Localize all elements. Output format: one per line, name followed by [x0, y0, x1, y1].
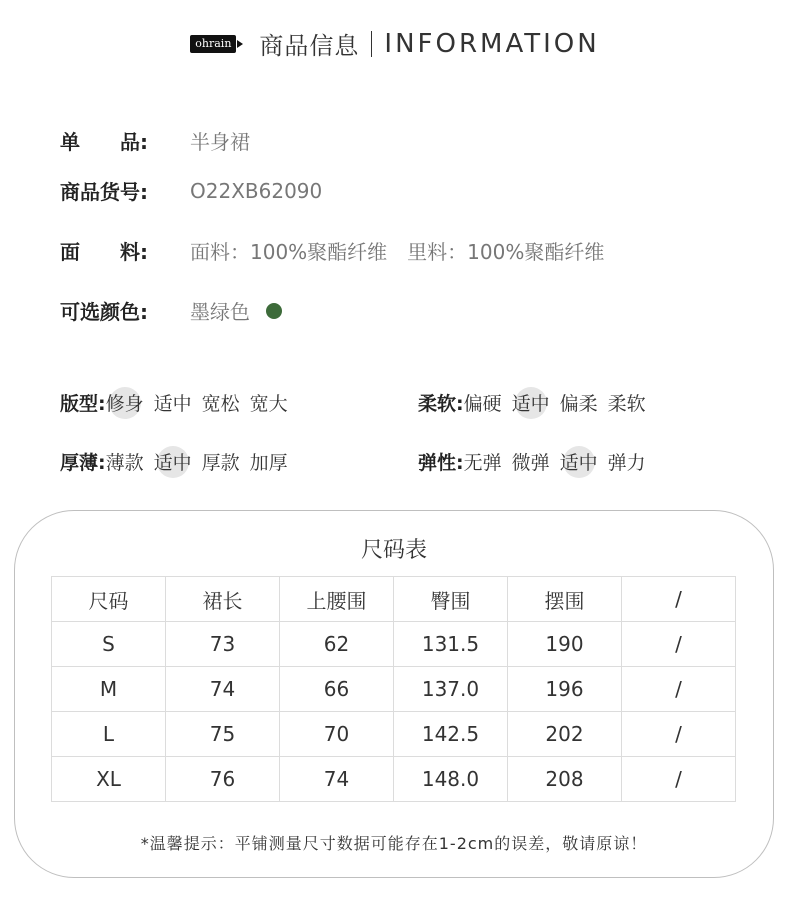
- attr-softness-option: 适中: [512, 389, 550, 416]
- page-header: [0, 26, 790, 61]
- info-color-value: 墨绿色: [190, 300, 250, 324]
- attr-elasticity-options: [464, 448, 656, 475]
- size-chart-title: 尺码表: [360, 538, 427, 563]
- info-sku-row: [60, 176, 322, 205]
- size-table-row: [52, 757, 736, 802]
- attr-thickness-option: 厚款: [201, 452, 240, 474]
- attr-elasticity-option: 弹力: [607, 452, 646, 474]
- attr-elasticity-option: 微弹: [511, 452, 550, 474]
- attr-elasticity-option: 无弹: [463, 452, 502, 474]
- size-table-cell: M: [52, 667, 166, 712]
- logo-arrow-icon: [237, 40, 243, 48]
- size-table-cell: 73: [166, 622, 280, 667]
- size-table-row: [52, 622, 736, 667]
- size-table-cell: 76: [166, 757, 280, 802]
- attr-softness: [418, 389, 656, 416]
- attr-softness-label: 柔软:: [418, 393, 464, 415]
- size-table-header-cell: 摆围: [508, 577, 622, 622]
- attr-softness-option: 偏柔: [559, 393, 598, 415]
- info-sku-value: O22XB62090: [190, 178, 323, 203]
- size-table-cell: 202: [508, 712, 622, 757]
- size-table-header-cell: 臀围: [394, 577, 508, 622]
- attr-fit-options: [106, 389, 298, 416]
- info-item-row: [60, 126, 250, 155]
- size-table-cell: 62: [280, 622, 394, 667]
- size-table-cell: 70: [280, 712, 394, 757]
- info-color-row: [60, 296, 282, 325]
- attr-softness-options: [464, 389, 656, 416]
- size-table-cell: 131.5: [394, 622, 508, 667]
- attr-thickness: [60, 448, 298, 475]
- info-item-value: 半身裙: [190, 130, 250, 154]
- size-table-cell: /: [622, 712, 736, 757]
- size-table-cell: 74: [280, 757, 394, 802]
- attr-thickness-option: 适中: [154, 448, 192, 475]
- size-table-cell: S: [52, 622, 166, 667]
- size-table-row: [52, 712, 736, 757]
- info-color-label: 可选颜色:: [60, 300, 148, 324]
- size-table-cell: 66: [280, 667, 394, 712]
- info-material-row: [60, 236, 604, 265]
- size-table-cell: 190: [508, 622, 622, 667]
- logo-text: ohrain: [190, 35, 236, 53]
- size-table-header-cell: 裙长: [166, 577, 280, 622]
- attr-elasticity-option: 适中: [560, 448, 598, 475]
- size-table-cell: /: [622, 757, 736, 802]
- header-title-cn: 商品信息: [259, 32, 360, 60]
- attr-thickness-label: 厚薄:: [60, 452, 106, 474]
- brand-logo: [190, 35, 243, 53]
- size-table-header-cell: 尺码: [52, 577, 166, 622]
- attr-fit: [60, 389, 298, 416]
- size-table-cell: XL: [52, 757, 166, 802]
- info-material-label: 面 料:: [60, 240, 148, 264]
- attr-fit-label: 版型:: [60, 393, 106, 415]
- size-table-cell: 196: [508, 667, 622, 712]
- attr-elasticity-label: 弹性:: [418, 452, 464, 474]
- size-table-cell: /: [622, 622, 736, 667]
- header-title-en: INFORMATION: [384, 28, 600, 59]
- size-table-cell: /: [622, 667, 736, 712]
- attr-elasticity: [418, 448, 656, 475]
- info-material-value: 面料：100%聚酯纤维 里料：100%聚酯纤维: [190, 240, 605, 264]
- attr-fit-option: 适中: [153, 393, 192, 415]
- size-table: [51, 576, 736, 802]
- info-sku-label: 商品货号:: [60, 180, 148, 204]
- size-table-header-row: [52, 577, 736, 622]
- size-table-cell: 137.0: [394, 667, 508, 712]
- size-table-header-cell: /: [622, 577, 736, 622]
- header-divider: [371, 31, 372, 57]
- size-table-cell: 75: [166, 712, 280, 757]
- size-table-row: [52, 667, 736, 712]
- size-table-cell: 142.5: [394, 712, 508, 757]
- size-chart-card: [14, 510, 774, 878]
- attr-fit-option: 宽松: [201, 393, 240, 415]
- size-table-cell: 148.0: [394, 757, 508, 802]
- attr-softness-option: 柔软: [607, 393, 646, 415]
- attr-fit-option: 修身: [106, 389, 144, 416]
- info-item-label: 单 品:: [60, 130, 148, 154]
- attr-fit-option: 宽大: [249, 393, 288, 415]
- size-table-cell: L: [52, 712, 166, 757]
- size-table-cell: 208: [508, 757, 622, 802]
- attr-thickness-option: 薄款: [105, 452, 144, 474]
- size-table-cell: 74: [166, 667, 280, 712]
- color-swatch: [266, 303, 282, 319]
- measurement-note: *温馨提示：平铺测量尺寸数据可能存在1-2cm的误差，敬请原谅！: [140, 834, 648, 853]
- attr-thickness-options: [106, 448, 298, 475]
- size-table-header-cell: 上腰围: [280, 577, 394, 622]
- attr-thickness-option: 加厚: [249, 452, 288, 474]
- attr-softness-option: 偏硬: [463, 393, 502, 415]
